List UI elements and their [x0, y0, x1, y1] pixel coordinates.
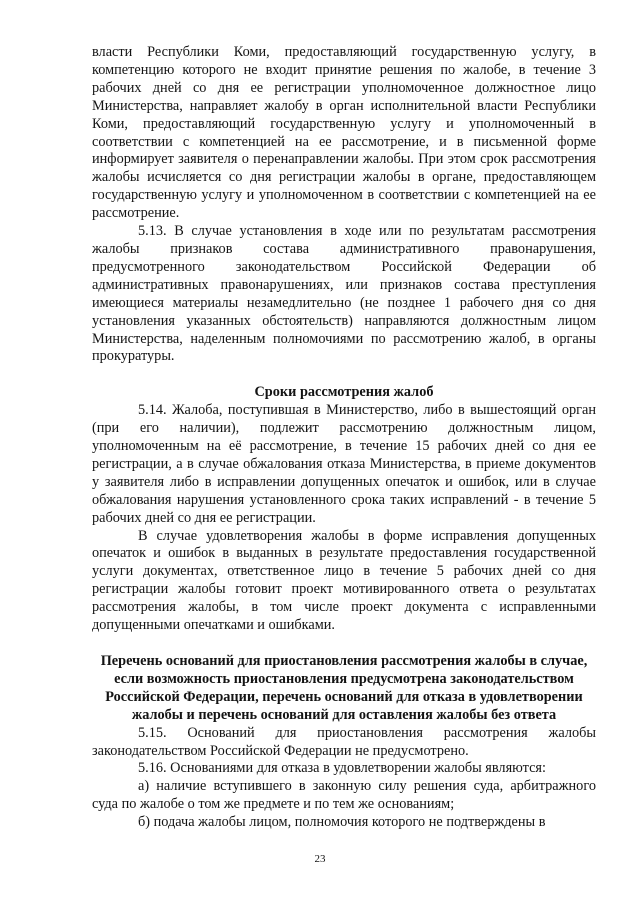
section-heading-deadlines: Сроки рассмотрения жалоб [254, 384, 434, 401]
paragraph-5-15: 5.15. Оснований для приостановления рассмотрения жалобы законодательством Российской Федерации не предусмотрено. [92, 724, 596, 759]
paragraph-5-13: 5.13. В случае установления в ходе или по результатам рассмотрения жалобы признаков состава административного правонарушения, предусмотренного законодательством Российской Федерации об административных правонарушениях, или признаков состава преступления имеющиеся материалы незамедлительно (не позднее 1 рабочего дня со дня установления указанных обстоятельств) направляются должностным лицом Министерства, наделенным полномочиями по рассмотрению жалоб, в органы прокуратуры. [92, 223, 596, 365]
spacer [92, 366, 596, 384]
page-number: 23 [314, 853, 326, 865]
paragraph-correction-response: В случае удовлетворения жалобы в форме исправления допущенных опечаток и ошибок в выданных в результате предоставления государственной услуги документах, ответственное лицо в течение 5 рабочих дней со дня регистрации жалобы готовит проект мотивированного ответа о результатах рассмотрения жалобы, в том числе проект документа с исправленными допущенными опечатками и ошибками. [92, 527, 596, 634]
paragraph-item-a: а) наличие вступившего в законную силу решения суда, арбитражного суда по жалобе о том же предмете и по тем же основаниям; [92, 778, 596, 813]
section-heading-grounds: Перечень оснований для приостановления рассмотрения жалобы в случае, если возможность приостановления предусмотрена законодательством Российской Федерации, перечень оснований для отказа в удовлетворении жалобы и перечень оснований для оставления жалобы без ответа [100, 653, 588, 723]
paragraph-5-14: 5.14. Жалоба, поступившая в Министерство, либо в вышестоящий орган (при его наличии), подлежит рассмотрению должностным лицом, уполномоченным на её рассмотрение, в течение 15 рабочих дней со дня ее регистрации, а в случае обжалования отказа Министерства, в приеме документов у заявителя либо в исправлении допущенных опечаток и ошибок, или в случае обжалования нарушения установленного срока таких исправлений - в течение 5 рабочих дней со дня ее регистрации. [92, 402, 596, 526]
paragraph-continuation: власти Республики Коми, предоставляющий государственную услугу, в компетенцию которого не входит принятие решения по жалобе, в течение 3 рабочих дней со дня ее регистрации уполномоченное должностное лицо Министерства, направляет жалобу в орган исполнительной власти Республики Коми, предоставляющий государственную услугу и уполномоченный в соответствии с компетенцией на ее рассмотрение, и в письменной форме информирует заявителя о перенаправлении жалобы. При этом срок рассмотрения жалобы исчисляется со дня регистрации жалобы в органе, предоставляющем государственную услугу и уполномоченном в соответствии с компетенцией на ее рассмотрение. [92, 44, 596, 222]
spacer [92, 635, 596, 653]
paragraph-5-16: 5.16. Основаниями для отказа в удовлетворении жалобы являются: [138, 760, 546, 777]
paragraph-item-b: б) подача жалобы лицом, полномочия которого не подтверждены в [138, 814, 546, 831]
page-content [92, 44, 596, 832]
